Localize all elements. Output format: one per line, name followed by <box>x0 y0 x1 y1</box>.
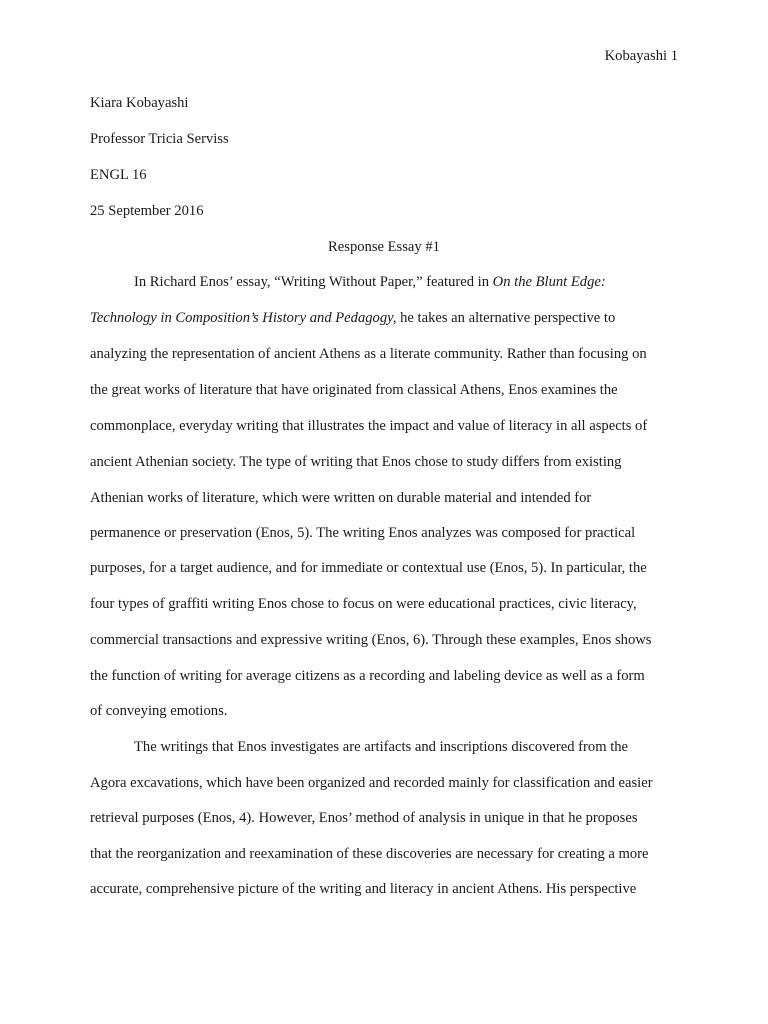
body-text: In Richard Enos’ essay, “Writing Without Paper,” featured in <box>134 274 493 290</box>
body-text: commercial transactions and expressive writing (Enos, 6). Through these examples, Enos shows <box>90 632 652 648</box>
essay-date: 25 September 2016 <box>90 203 204 219</box>
italic-title-text: Technology in Composition’s History and Pedagogy, <box>90 310 397 326</box>
body-line <box>90 701 227 721</box>
body-text: permanence or preservation (Enos, 5). The writing Enos analyzes was composed for practical <box>90 525 636 541</box>
body-line <box>90 308 615 328</box>
body-line <box>90 808 638 828</box>
body-line <box>90 630 651 650</box>
body-line <box>90 558 647 578</box>
body-text: he takes an alternative perspective to <box>396 310 616 326</box>
body-line <box>90 594 637 614</box>
course-name: ENGL 16 <box>90 167 147 183</box>
body-text: The writings that Enos investigates are artifacts and inscriptions discovered from the <box>134 739 629 755</box>
body-text: of conveying emotions. <box>90 703 228 719</box>
body-text: retrieval purposes (Enos, 4). However, Enos’ method of analysis in unique in that he proposes <box>90 810 638 826</box>
body-text: analyzing the representation of ancient Athens as a literate community. Rather than focusing on <box>90 346 647 362</box>
author-name: Kiara Kobayashi <box>90 95 189 111</box>
body-text: that the reorganization and reexamination of these discoveries are necessary for creating a more <box>90 846 649 862</box>
body-line <box>90 879 636 899</box>
body-line <box>90 416 647 436</box>
body-line <box>90 452 621 472</box>
page-header: Kobayashi 1 <box>604 48 678 64</box>
body-text: Athenian works of literature, which were written on durable material and intended for <box>90 490 592 506</box>
italic-title-text: On the Blunt Edge: <box>492 274 606 290</box>
body-line <box>90 773 653 793</box>
body-text: purposes, for a target audience, and for immediate or contextual use (Enos, 5). In particular, the <box>90 560 647 576</box>
body-text: the great works of literature that have originated from classical Athens, Enos examines the <box>90 382 618 398</box>
body-text: the function of writing for average citizens as a recording and labeling device as well as a form <box>90 668 645 684</box>
body-line <box>90 666 645 686</box>
body-line <box>90 844 649 864</box>
instructor-name: Professor Tricia Serviss <box>90 131 229 147</box>
body-line <box>134 737 628 757</box>
body-text: ancient Athenian society. The type of writing that Enos chose to study differs from existing <box>90 454 622 470</box>
body-line <box>90 488 591 508</box>
body-text: commonplace, everyday writing that illustrates the impact and value of literacy in all aspects of <box>90 418 648 434</box>
body-text: accurate, comprehensive picture of the writing and literacy in ancient Athens. His perspective <box>90 881 637 897</box>
body-line <box>90 523 635 543</box>
body-line <box>134 272 606 292</box>
body-text: Agora excavations, which have been organized and recorded mainly for classification and easier <box>90 775 653 791</box>
body-line <box>90 380 618 400</box>
essay-title: Response Essay #1 <box>328 239 440 255</box>
body-text: four types of graffiti writing Enos chose to focus on were educational practices, civic literacy, <box>90 596 637 612</box>
body-line <box>90 344 647 364</box>
